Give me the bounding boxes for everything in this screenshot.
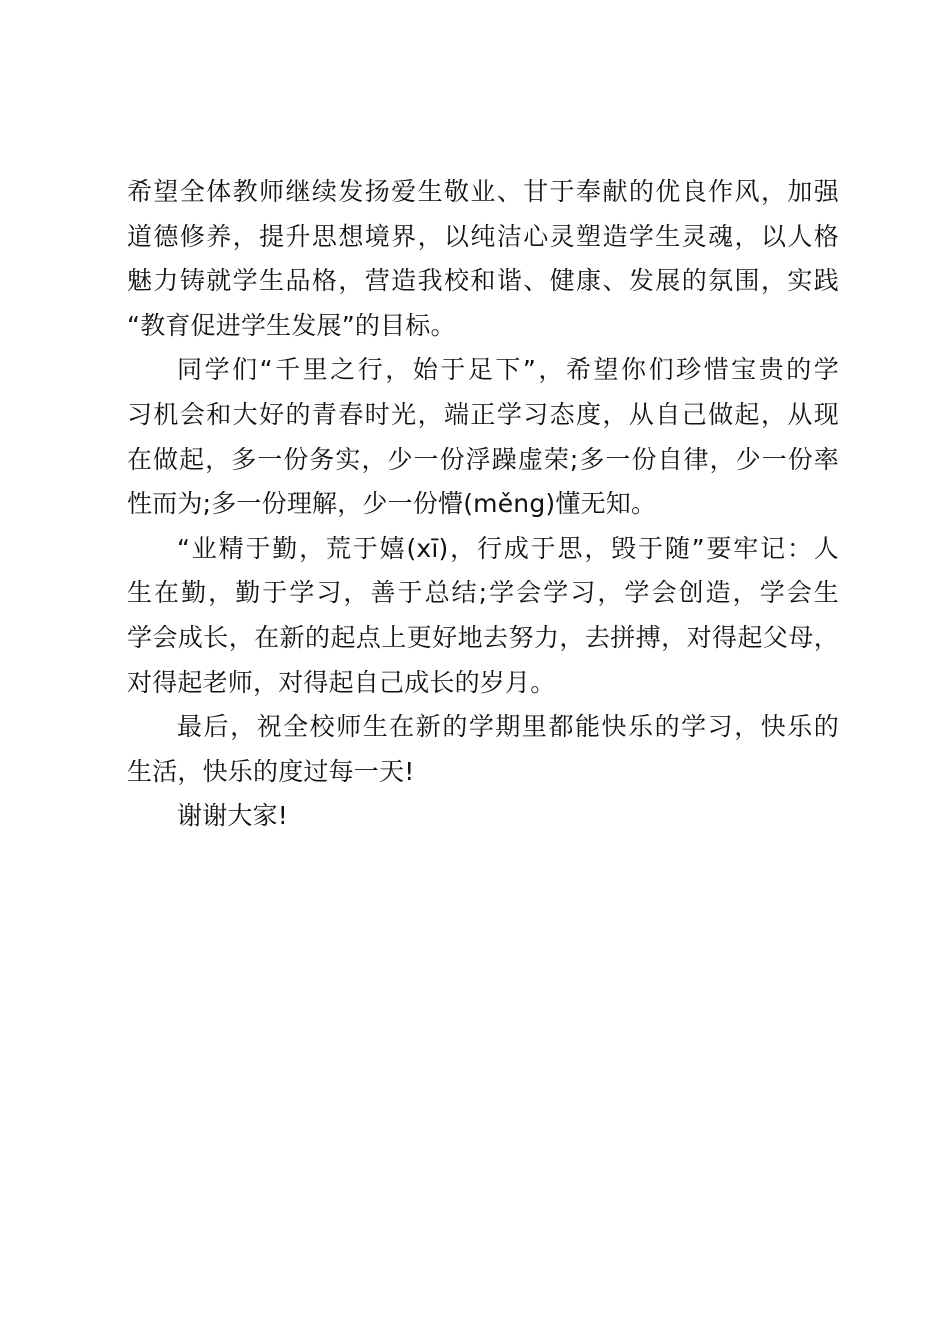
paragraph-2-line-2: 习机会和大好的青春时光，端正学习态度，从自己做起，从现 (127, 399, 839, 429)
paragraph-3-line-4: 对得起老师，对得起自己成长的岁月。 (127, 667, 556, 697)
paragraph-3-line-2: 生在勤，勤于学习，善于总结;学会学习，学会创造，学会生 (127, 578, 839, 608)
paragraph-2-line-3: 在做起，多一份务实，少一份浮躁虚荣;多一份自律，少一份率 (127, 444, 839, 474)
paragraph-1-line-3: 魅力铸就学生品格，营造我校和谐、健康、发展的氛围，实践 (127, 266, 839, 296)
paragraph-3-line-3: 学会成长，在新的起点上更好地去努力，去拼搏，对得起父母， (127, 622, 839, 652)
paragraph-4-line-1: 最后，祝全校师生在新的学期里都能快乐的学习，快乐的 (177, 712, 839, 742)
paragraph-1-line-4: “教育促进学生发展”的目标。 (127, 310, 456, 340)
paragraph-4-line-2: 生活，快乐的度过每一天! (127, 756, 415, 786)
paragraph-3-line-1: “业精于勤，荒于嬉(xī)，行成于思，毁于随”要牢记：人 (177, 533, 839, 563)
paragraph-2-line-4: 性而为;多一份理解，少一份懵(měng)懂无知。 (127, 489, 657, 519)
document-body (127, 170, 839, 839)
paragraph-5-line-1: 谢谢大家! (177, 801, 289, 831)
paragraph-2-line-1: 同学们“千里之行，始于足下”，希望你们珍惜宝贵的学 (177, 355, 839, 385)
paragraph-1-line-2: 道德修养，提升思想境界，以纯洁心灵塑造学生灵魂，以人格 (127, 221, 839, 251)
paragraph-1-line-1: 希望全体教师继续发扬爱生敬业、甘于奉献的优良作风，加强 (127, 177, 839, 206)
